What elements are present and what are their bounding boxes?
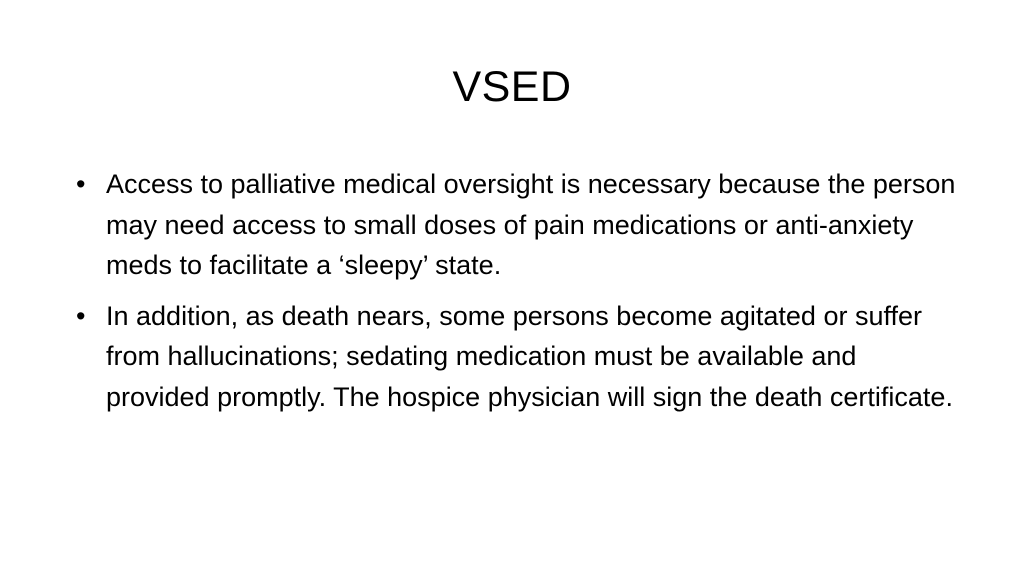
bullet-icon: • — [76, 169, 86, 199]
bullet-text-1: Access to palliative medical oversight is necessary because the person may need access to small doses of pain medications or anti-anxiety meds to facilitate a ‘sleepy’ state. — [106, 169, 956, 280]
bullet-list — [76, 164, 956, 427]
bullet-text-2: In addition, as death nears, some persons become agitated or suffer from hallucinations; sedating medication must be available and provided promptly. The hospice physician will sign the death certificate. — [106, 300, 953, 412]
bullet-item-2 — [76, 296, 956, 418]
bullet-item-1 — [76, 164, 956, 286]
bullet-icon: • — [76, 300, 86, 331]
slide-title: VSED — [452, 63, 572, 111]
